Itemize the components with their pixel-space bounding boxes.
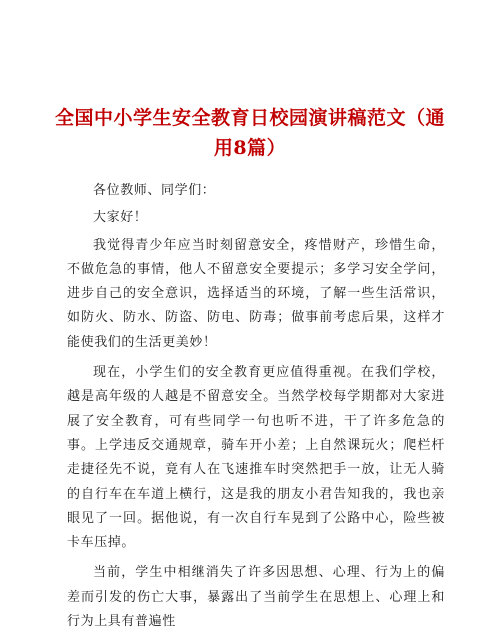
greeting-paragraph: 大家好！ [93, 210, 148, 226]
body-paragraph: 当前，学生中相继消失了许多因思想、心理、行为上的偏差而引发的伤亡大事，暴露出了当前学生在思想上、心理上和行为上具有普遍性 [67, 565, 445, 630]
salutation-paragraph: 各位教师、同学们： [93, 183, 216, 198]
document-title: 全国中小学生安全教育日校园演讲稿范文（通用8篇） [55, 107, 446, 159]
body-paragraph: 我觉得青少年应当时刻留意安全，疼惜财产，珍惜生命，不做危急的事情，他人不留意安全要提示；多学习安全学问，进步自己的安全意识，选择适当的环境，了解一些生活常识，如防火、防水、防盗、防电、防毒；做事前考虑后果，这样才能使我们的生活更美妙！ [67, 237, 445, 350]
body-paragraph: 现在，小学生们的安全教育更应值得重视。在我们学校，越是高年级的人越是不留意安全。当然学校每学期都对大家进展了安全教育，可有些同学一句也听不进，干了许多危急的事。上学违反交通规章，骑车开小差；上自然课玩火；爬栏杆走捷径先不说，竟有人在飞速推车时突然把手一放，让无人骑的自行车在车道上横行，这是我的朋友小君告知我的，我也亲眼见了一回。据他说，有一次自行车晃到了公路中心，险些被卡车压掉。 [67, 365, 445, 551]
document-body [67, 179, 445, 640]
